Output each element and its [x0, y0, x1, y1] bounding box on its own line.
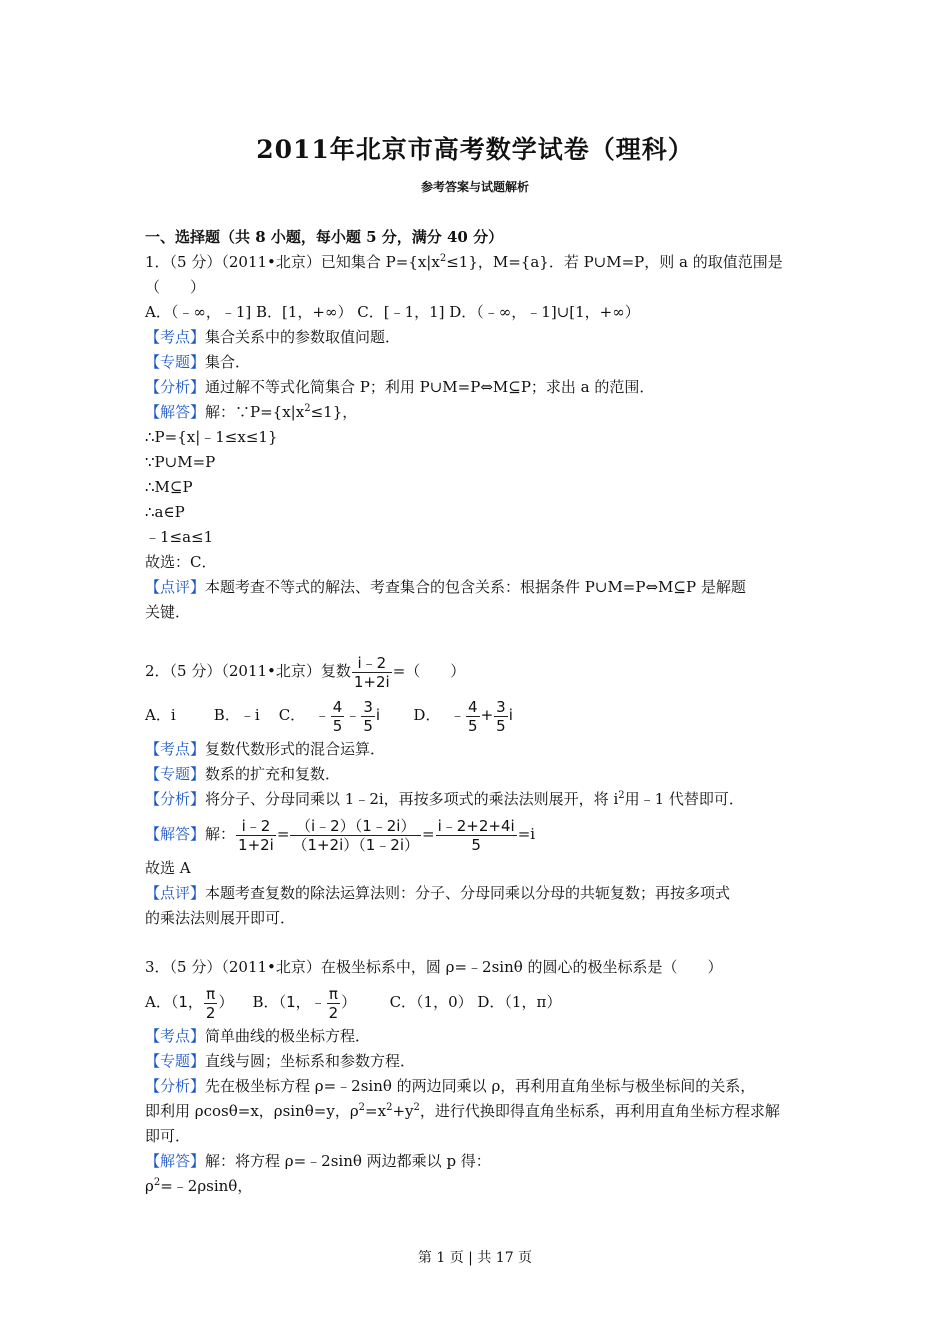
q2-jieda: 【解答】解： $\frac{i﹣2}{1+2i}$ = $\frac{(i﹣2)(1﹣2i)}{(1+2i)(1﹣2i)}$ = $\frac{i﹣2+2+4i}{5}$ =i	[145, 816, 536, 854]
q3-fenxi: 【分析】先在极坐标方程 ρ=﹣2sinθ 的两边同乘以 ρ，再利用直角坐标与极坐标间的关系，	[145, 1077, 756, 1095]
q2-conclusion: 故选 A	[145, 859, 191, 877]
q2-dianping-cont: 的乘法法则展开即可．	[145, 909, 296, 927]
page-subtitle: 参考答案与试题解析	[420, 180, 529, 194]
q1-step: ∴P={x|﹣1≤x≤1}	[145, 428, 278, 446]
q1-stem: 1．（5 分）（2011•北京）已知集合 $P=\{x|x^2\le 1\}$，M={a}．若 P∪M=P，则 a 的取值范围是	[145, 253, 783, 271]
q1-dianping: 【点评】本题考查不等式的解法、考查集合的包含关系：根据条件 P∪M=P⇔M⊆P 是解题	[145, 578, 746, 596]
q1-zhuanti: 【专题】集合．	[145, 353, 251, 371]
page-title: 2011年北京市高考数学试卷（理科）	[256, 135, 694, 164]
q1-dianping-cont: 关键．	[145, 603, 191, 621]
q2-fenxi: 【分析】将分子、分母同乘以 1﹣2i，再按多项式的乘法法则展开，将 $i^2$用﹣1 代替即可．	[145, 790, 744, 808]
content	[145, 225, 810, 1199]
q2-options: A．i B．﹣i C． ﹣ $\frac{4}{5}$ ﹣ $\frac{3}{5}$ i D． ﹣ $\frac{4}{5}$ + $\frac{3}{5}$ i	[145, 697, 513, 735]
q1-step: 故选：C．	[145, 553, 217, 571]
q3-fenxi-end: 即可．	[145, 1127, 191, 1145]
q3-jieda: 【解答】解：将方程 ρ=﹣2sinθ 两边都乘以 p 得：	[145, 1152, 491, 1170]
q1-jieda: 【解答】解：$\because P=\{x|x^2\le 1\}$，	[145, 403, 358, 421]
fraction: $\frac{i﹣2}{1+2i}$	[353, 653, 390, 691]
q1-step: ∵P∪M=P	[145, 453, 216, 471]
q3-options: A．（1， $\frac{\pi}{2}$ ） B．（1，﹣ $\frac{\pi}{2}$ ） C．（1，0） D．（1，π）	[145, 984, 562, 1022]
section-heading: 一、选择题（共 8 小题，每小题 5 分，满分 40 分）	[145, 228, 504, 246]
q1-options: A．（﹣∞，﹣1] B．[1，+∞） C．[﹣1，1] D．（﹣∞，﹣1]∪[1，+∞）	[145, 303, 640, 321]
q3-step: $\rho^2=﹣2\rho\sin\theta$，	[145, 1177, 253, 1195]
q1-fenxi: 【分析】通过解不等式化简集合 P；利用 P∪M=P⇔M⊆P；求出 a 的范围．	[145, 378, 655, 396]
q2-kaodian: 【考点】复数代数形式的混合运算．	[145, 740, 386, 758]
q2-zhuanti: 【专题】数系的扩充和复数．	[145, 765, 341, 783]
q3-fenxi-cont: 即利用 ρcosθ=x，ρsinθ=y，$\rho^2=x^2+y^2$，进行代换即得直角坐标系，再利用直角坐标方程求解	[145, 1102, 780, 1120]
q3-stem: 3．（5 分）（2011•北京）在极坐标系中，圆 ρ=﹣2sinθ 的圆心的极坐标系是（ ）	[145, 958, 723, 976]
q1-kaodian: 【考点】集合关系中的参数取值问题．	[145, 328, 401, 346]
q1-step: ﹣1≤a≤1	[145, 528, 214, 546]
q2-stem: 2．（5 分）（2011•北京）复数 $\frac{i﹣2}{1+2i}$ =（ ）	[145, 653, 466, 691]
q1-stem-paren: （ ）	[145, 278, 206, 296]
page-footer: 第 1 页 | 共 17 页	[417, 1250, 533, 1266]
q3-kaodian: 【考点】简单曲线的极坐标方程．	[145, 1027, 371, 1045]
q3-zhuanti: 【专题】直线与圆；坐标系和参数方程．	[145, 1052, 416, 1070]
q1-step: ∴M⊆P	[145, 478, 193, 496]
q1-step: ∴a∈P	[145, 503, 185, 521]
q2-dianping: 【点评】本题考查复数的除法运算法则：分子、分母同乘以分母的共轭复数；再按多项式	[145, 884, 731, 902]
